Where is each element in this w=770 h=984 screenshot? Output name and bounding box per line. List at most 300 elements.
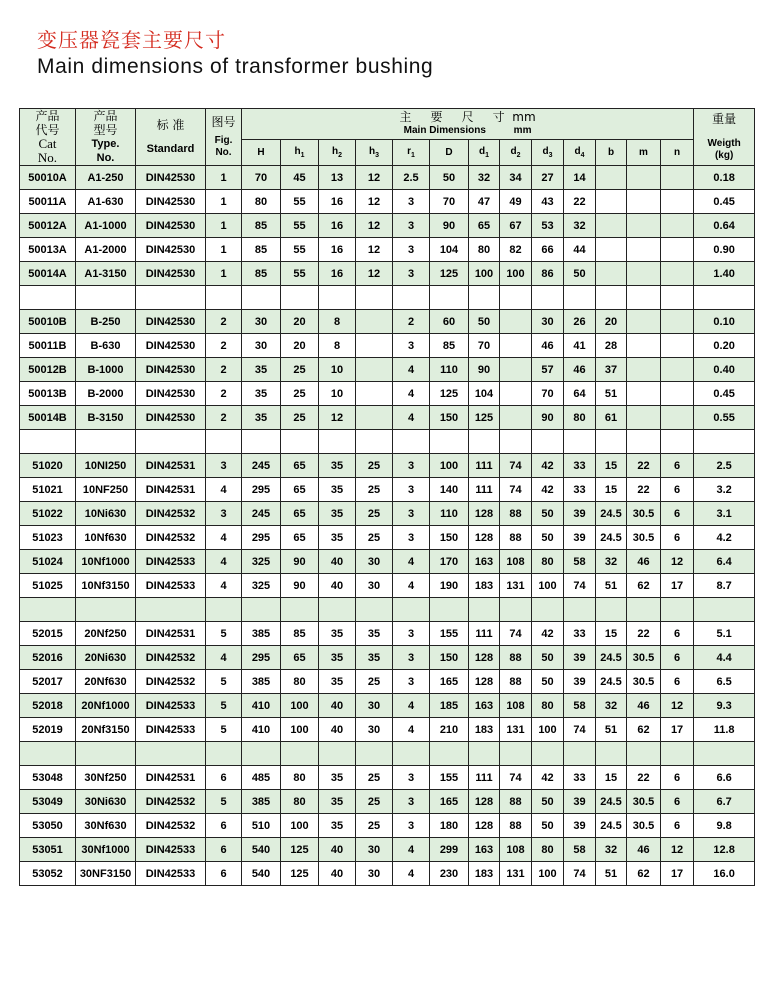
cell-w: 9.8 <box>694 814 755 838</box>
cell-h: 35 <box>242 358 281 382</box>
cell-h: 80 <box>242 190 281 214</box>
cell-h: 540 <box>242 838 281 862</box>
cell-d: 190 <box>430 574 469 598</box>
header-weight <box>694 109 755 166</box>
cell-fig: 5 <box>206 670 242 694</box>
cell-h2: 35 <box>319 814 356 838</box>
cell-h2: 16 <box>319 262 356 286</box>
cell-fig: 2 <box>206 382 242 406</box>
table-row <box>20 550 755 574</box>
cell-b: 24.5 <box>596 790 627 814</box>
cell-m: 62 <box>627 574 661 598</box>
cell-d3: 50 <box>532 814 564 838</box>
cell-r1: 3 <box>393 454 430 478</box>
cell-h3: 25 <box>356 766 393 790</box>
empty-cell <box>661 598 694 622</box>
empty-cell <box>694 742 755 766</box>
cell-d4: 80 <box>564 406 596 430</box>
cell-d2 <box>500 310 532 334</box>
cell-d2: 67 <box>500 214 532 238</box>
empty-cell <box>136 430 206 454</box>
cell-w: 0.18 <box>694 166 755 190</box>
cell-d: 155 <box>430 622 469 646</box>
cell-r1: 3 <box>393 670 430 694</box>
table-row <box>20 526 755 550</box>
cell-cat: 51024 <box>20 550 76 574</box>
cell-h: 245 <box>242 454 281 478</box>
empty-cell <box>281 430 319 454</box>
cell-m: 62 <box>627 862 661 886</box>
cell-type: 10Nf630 <box>76 526 136 550</box>
header-cat-cn: 产品 代号 <box>35 109 60 137</box>
cell-d: 140 <box>430 478 469 502</box>
header-dim-r1: $r_1$ <box>393 140 430 166</box>
cell-type: 10NI250 <box>76 454 136 478</box>
cell-r1: 3 <box>393 238 430 262</box>
cell-cat: 50011A <box>20 190 76 214</box>
cell-type: 10NF250 <box>76 478 136 502</box>
cell-h1: 20 <box>281 310 319 334</box>
header-dim-d2: $d_2$ <box>500 140 532 166</box>
cell-cat: 52018 <box>20 694 76 718</box>
cell-r1: 3 <box>393 214 430 238</box>
cell-h: 385 <box>242 790 281 814</box>
empty-cell <box>661 286 694 310</box>
cell-w: 6.6 <box>694 766 755 790</box>
cell-w: 6.5 <box>694 670 755 694</box>
cell-d: 150 <box>430 406 469 430</box>
cell-h3: 25 <box>356 478 393 502</box>
empty-cell <box>242 430 281 454</box>
cell-h: 410 <box>242 694 281 718</box>
header-dim-h2: $h_2$ <box>319 140 356 166</box>
cell-r1: 3 <box>393 262 430 286</box>
cell-b: 24.5 <box>596 670 627 694</box>
empty-cell <box>281 286 319 310</box>
table-row <box>20 190 755 214</box>
cell-h: 385 <box>242 622 281 646</box>
cell-d1: 90 <box>469 358 500 382</box>
cell-h: 295 <box>242 526 281 550</box>
cell-d1: 111 <box>469 766 500 790</box>
cell-h1: 90 <box>281 550 319 574</box>
cell-h1: 80 <box>281 766 319 790</box>
header-dim-b: b <box>596 140 627 166</box>
table-row <box>20 166 755 190</box>
cell-d3: 80 <box>532 838 564 862</box>
cell-h: 325 <box>242 550 281 574</box>
table-row <box>20 406 755 430</box>
cell-std: DIN42533 <box>136 550 206 574</box>
cell-type: 30NF3150 <box>76 862 136 886</box>
cell-d3: 42 <box>532 766 564 790</box>
cell-r1: 4 <box>393 358 430 382</box>
cell-h1: 45 <box>281 166 319 190</box>
cell-d3: 66 <box>532 238 564 262</box>
cell-n <box>661 262 694 286</box>
cell-d3: 46 <box>532 334 564 358</box>
header-std-en: Standard <box>146 143 195 155</box>
cell-d2: 88 <box>500 670 532 694</box>
cell-w: 0.45 <box>694 382 755 406</box>
cell-fig: 4 <box>206 550 242 574</box>
cell-fig: 6 <box>206 814 242 838</box>
cell-fig: 1 <box>206 238 242 262</box>
cell-h1: 85 <box>281 622 319 646</box>
cell-d4: 39 <box>564 790 596 814</box>
cell-d4: 33 <box>564 622 596 646</box>
cell-d2: 88 <box>500 502 532 526</box>
cell-type: B-1000 <box>76 358 136 382</box>
cell-n: 12 <box>661 694 694 718</box>
cell-n: 6 <box>661 502 694 526</box>
cell-h2: 40 <box>319 550 356 574</box>
header-weight-en: Weigth (kg) <box>707 138 741 161</box>
empty-cell <box>500 430 532 454</box>
cell-w: 3.2 <box>694 478 755 502</box>
cell-b: 51 <box>596 574 627 598</box>
cell-cat: 53049 <box>20 790 76 814</box>
empty-cell <box>596 598 627 622</box>
cell-fig: 1 <box>206 262 242 286</box>
cell-type: 10Nf3150 <box>76 574 136 598</box>
empty-cell <box>136 742 206 766</box>
cell-r1: 4 <box>393 550 430 574</box>
cell-std: DIN42530 <box>136 238 206 262</box>
cell-type: 20Nf3150 <box>76 718 136 742</box>
cell-h3: 30 <box>356 694 393 718</box>
cell-d3: 27 <box>532 166 564 190</box>
empty-cell <box>694 286 755 310</box>
cell-m <box>627 238 661 262</box>
cell-d3: 50 <box>532 646 564 670</box>
cell-r1: 4 <box>393 406 430 430</box>
empty-cell <box>393 286 430 310</box>
cell-d: 185 <box>430 694 469 718</box>
empty-cell <box>20 430 76 454</box>
header-fig-cn: 图号 <box>211 115 236 129</box>
cell-w: 0.20 <box>694 334 755 358</box>
cell-fig: 1 <box>206 190 242 214</box>
cell-d2 <box>500 406 532 430</box>
empty-cell <box>469 598 500 622</box>
empty-cell <box>356 598 393 622</box>
cell-n: 12 <box>661 838 694 862</box>
cell-h3: 25 <box>356 526 393 550</box>
cell-cat: 53051 <box>20 838 76 862</box>
cell-h1: 55 <box>281 214 319 238</box>
cell-w: 0.90 <box>694 238 755 262</box>
cell-b: 61 <box>596 406 627 430</box>
cell-h: 85 <box>242 262 281 286</box>
cell-d4: 22 <box>564 190 596 214</box>
cell-d4: 33 <box>564 454 596 478</box>
cell-r1: 3 <box>393 766 430 790</box>
cell-h2: 40 <box>319 838 356 862</box>
cell-h2: 35 <box>319 790 356 814</box>
cell-std: DIN42530 <box>136 406 206 430</box>
cell-d1: 183 <box>469 574 500 598</box>
cell-d2: 74 <box>500 766 532 790</box>
empty-cell <box>430 742 469 766</box>
cell-w: 6.4 <box>694 550 755 574</box>
empty-cell <box>136 598 206 622</box>
cell-type: 30Nf630 <box>76 814 136 838</box>
cell-n: 17 <box>661 574 694 598</box>
cell-fig: 3 <box>206 502 242 526</box>
cell-d4: 58 <box>564 694 596 718</box>
cell-d: 125 <box>430 262 469 286</box>
cell-d3: 30 <box>532 310 564 334</box>
cell-b: 24.5 <box>596 526 627 550</box>
cell-r1: 4 <box>393 718 430 742</box>
cell-cat: 51023 <box>20 526 76 550</box>
cell-m <box>627 262 661 286</box>
header-cat-no <box>20 109 76 166</box>
cell-d3: 43 <box>532 190 564 214</box>
empty-cell <box>596 286 627 310</box>
empty-cell <box>76 430 136 454</box>
empty-cell <box>206 598 242 622</box>
cell-h: 295 <box>242 646 281 670</box>
cell-m: 30.5 <box>627 646 661 670</box>
cell-n: 6 <box>661 790 694 814</box>
empty-cell <box>564 742 596 766</box>
table-spacer-row <box>20 286 755 310</box>
cell-h1: 25 <box>281 382 319 406</box>
cell-r1: 4 <box>393 694 430 718</box>
cell-h3: 12 <box>356 166 393 190</box>
cell-h2: 35 <box>319 526 356 550</box>
cell-h3: 12 <box>356 262 393 286</box>
cell-h3: 25 <box>356 670 393 694</box>
table-row <box>20 814 755 838</box>
cell-d2: 131 <box>500 862 532 886</box>
empty-cell <box>500 598 532 622</box>
cell-w: 9.3 <box>694 694 755 718</box>
cell-d4: 39 <box>564 502 596 526</box>
cell-fig: 5 <box>206 790 242 814</box>
empty-cell <box>596 430 627 454</box>
cell-d2: 131 <box>500 718 532 742</box>
cell-m: 22 <box>627 622 661 646</box>
cell-d1: 163 <box>469 838 500 862</box>
cell-h3 <box>356 310 393 334</box>
cell-std: DIN42530 <box>136 166 206 190</box>
cell-d3: 70 <box>532 382 564 406</box>
cell-h: 30 <box>242 334 281 358</box>
cell-m: 22 <box>627 454 661 478</box>
cell-r1: 3 <box>393 478 430 502</box>
cell-d: 155 <box>430 766 469 790</box>
cell-n: 17 <box>661 862 694 886</box>
cell-cat: 50010B <box>20 310 76 334</box>
cell-w: 4.2 <box>694 526 755 550</box>
cell-h3 <box>356 382 393 406</box>
table-row <box>20 478 755 502</box>
cell-n: 6 <box>661 454 694 478</box>
cell-b <box>596 214 627 238</box>
cell-h2: 10 <box>319 382 356 406</box>
cell-h1: 125 <box>281 862 319 886</box>
header-dim-d3: $d_3$ <box>532 140 564 166</box>
cell-d1: 128 <box>469 670 500 694</box>
cell-h2: 35 <box>319 766 356 790</box>
cell-d4: 74 <box>564 574 596 598</box>
cell-std: DIN42531 <box>136 622 206 646</box>
empty-cell <box>393 742 430 766</box>
empty-cell <box>564 430 596 454</box>
cell-b: 28 <box>596 334 627 358</box>
header-fig-en: Fig. No. <box>214 135 233 158</box>
cell-d3: 42 <box>532 454 564 478</box>
empty-cell <box>500 286 532 310</box>
cell-r1: 4 <box>393 382 430 406</box>
cell-d4: 39 <box>564 814 596 838</box>
cell-b <box>596 190 627 214</box>
cell-fig: 2 <box>206 358 242 382</box>
cell-w: 4.4 <box>694 646 755 670</box>
cell-h1: 80 <box>281 670 319 694</box>
cell-b: 32 <box>596 550 627 574</box>
cell-d3: 86 <box>532 262 564 286</box>
table-row <box>20 310 755 334</box>
header-cat-en: Cat No. <box>37 136 58 165</box>
cell-std: DIN42533 <box>136 574 206 598</box>
cell-std: DIN42532 <box>136 814 206 838</box>
cell-r1: 3 <box>393 334 430 358</box>
cell-d1: 47 <box>469 190 500 214</box>
cell-n: 6 <box>661 478 694 502</box>
header-dim-d: D <box>430 140 469 166</box>
cell-d1: 111 <box>469 454 500 478</box>
cell-r1: 2 <box>393 310 430 334</box>
cell-b: 51 <box>596 718 627 742</box>
empty-cell <box>661 742 694 766</box>
cell-h1: 20 <box>281 334 319 358</box>
cell-d: 170 <box>430 550 469 574</box>
cell-w: 0.55 <box>694 406 755 430</box>
cell-d3: 50 <box>532 526 564 550</box>
cell-r1: 3 <box>393 790 430 814</box>
cell-n <box>661 214 694 238</box>
table-row <box>20 838 755 862</box>
cell-type: 20Nf250 <box>76 622 136 646</box>
table-row <box>20 622 755 646</box>
cell-b: 37 <box>596 358 627 382</box>
cell-d1: 183 <box>469 862 500 886</box>
empty-cell <box>76 742 136 766</box>
cell-cat: 53050 <box>20 814 76 838</box>
table-spacer-row <box>20 598 755 622</box>
cell-d1: 128 <box>469 526 500 550</box>
cell-std: DIN42531 <box>136 766 206 790</box>
cell-d2: 131 <box>500 574 532 598</box>
cell-cat: 51021 <box>20 478 76 502</box>
cell-d1: 128 <box>469 814 500 838</box>
cell-d4: 46 <box>564 358 596 382</box>
empty-cell <box>319 742 356 766</box>
empty-cell <box>500 742 532 766</box>
cell-std: DIN42530 <box>136 190 206 214</box>
header-fig-no <box>206 109 242 166</box>
cell-d: 150 <box>430 646 469 670</box>
empty-cell <box>206 430 242 454</box>
cell-std: DIN42530 <box>136 334 206 358</box>
cell-cat: 50010A <box>20 166 76 190</box>
cell-h1: 65 <box>281 526 319 550</box>
cell-d4: 41 <box>564 334 596 358</box>
cell-d4: 33 <box>564 478 596 502</box>
cell-m <box>627 166 661 190</box>
cell-h: 295 <box>242 478 281 502</box>
cell-b: 51 <box>596 862 627 886</box>
cell-d3: 50 <box>532 790 564 814</box>
cell-n: 6 <box>661 526 694 550</box>
cell-d: 210 <box>430 718 469 742</box>
cell-w: 2.5 <box>694 454 755 478</box>
cell-d3: 53 <box>532 214 564 238</box>
cell-h1: 90 <box>281 574 319 598</box>
cell-std: DIN42532 <box>136 670 206 694</box>
cell-type: 30Nf250 <box>76 766 136 790</box>
header-dim-m: m <box>627 140 661 166</box>
table-spacer-row <box>20 742 755 766</box>
cell-n: 6 <box>661 646 694 670</box>
cell-type: 20Nf1000 <box>76 694 136 718</box>
cell-d4: 39 <box>564 526 596 550</box>
cell-d1: 32 <box>469 166 500 190</box>
cell-h3: 12 <box>356 214 393 238</box>
cell-d2: 88 <box>500 814 532 838</box>
cell-d: 50 <box>430 166 469 190</box>
cell-d1: 163 <box>469 550 500 574</box>
cell-d2 <box>500 358 532 382</box>
cell-h: 540 <box>242 862 281 886</box>
cell-r1: 4 <box>393 862 430 886</box>
cell-d: 104 <box>430 238 469 262</box>
cell-w: 0.10 <box>694 310 755 334</box>
cell-fig: 2 <box>206 334 242 358</box>
cell-h2: 16 <box>319 190 356 214</box>
cell-d3: 100 <box>532 862 564 886</box>
cell-b <box>596 238 627 262</box>
header-main-en: Main Dimensions mm <box>403 125 532 137</box>
cell-m <box>627 406 661 430</box>
cell-d: 110 <box>430 358 469 382</box>
cell-h3: 25 <box>356 814 393 838</box>
cell-m <box>627 382 661 406</box>
cell-fig: 5 <box>206 694 242 718</box>
cell-m: 30.5 <box>627 670 661 694</box>
cell-fig: 2 <box>206 406 242 430</box>
cell-cat: 51020 <box>20 454 76 478</box>
cell-fig: 5 <box>206 718 242 742</box>
cell-type: 10Ni630 <box>76 502 136 526</box>
cell-d4: 58 <box>564 838 596 862</box>
cell-d4: 74 <box>564 718 596 742</box>
cell-d2: 74 <box>500 622 532 646</box>
table-row <box>20 358 755 382</box>
cell-type: A1-2000 <box>76 238 136 262</box>
empty-cell <box>532 598 564 622</box>
cell-d4: 33 <box>564 766 596 790</box>
empty-cell <box>319 598 356 622</box>
empty-cell <box>281 598 319 622</box>
cell-d3: 100 <box>532 718 564 742</box>
cell-b: 51 <box>596 382 627 406</box>
cell-n: 6 <box>661 670 694 694</box>
